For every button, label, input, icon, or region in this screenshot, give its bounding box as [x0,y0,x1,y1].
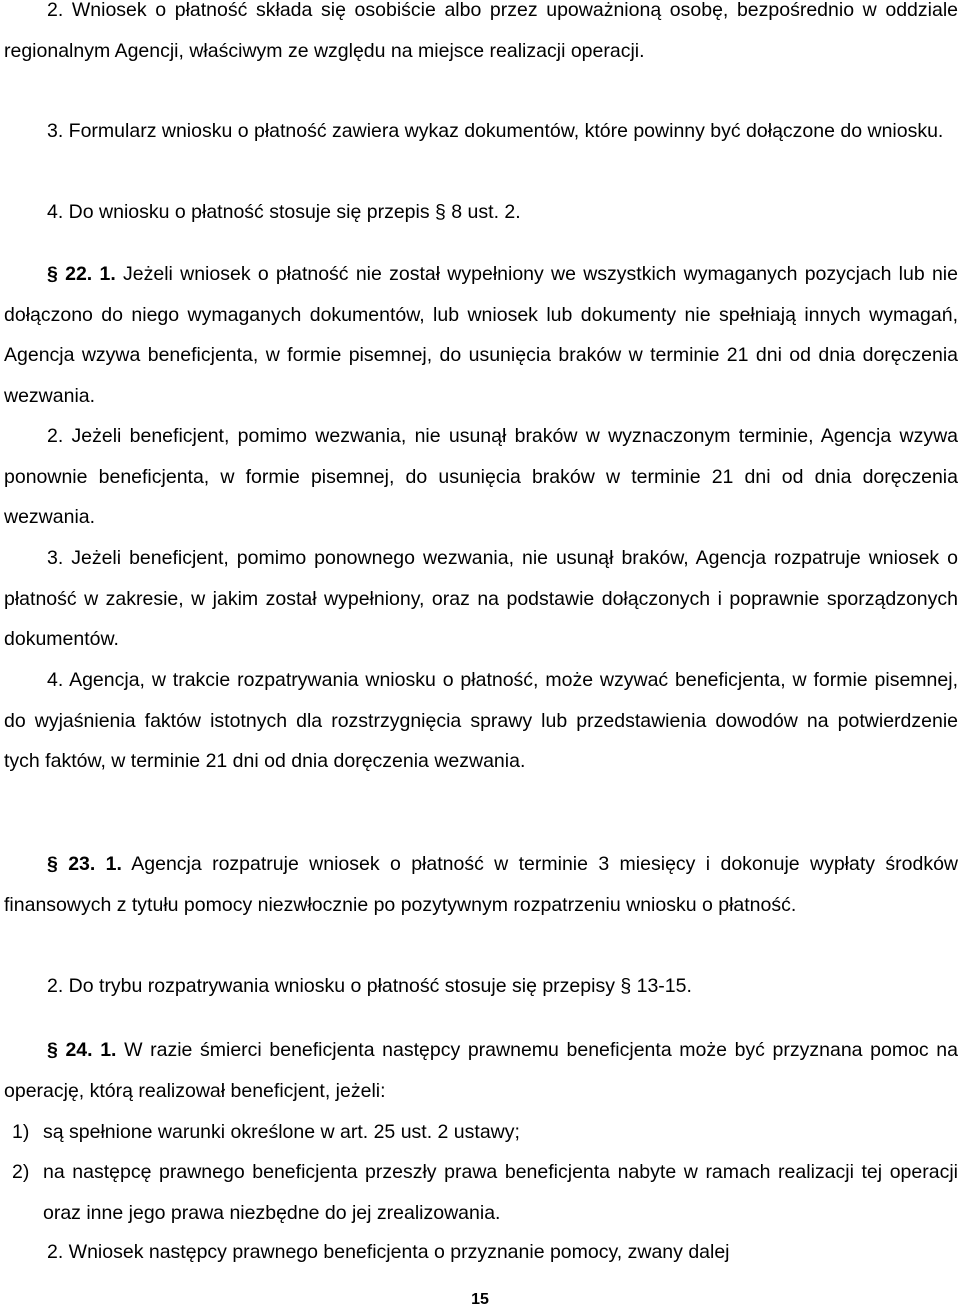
section-24-heading: § 24. 1. [47,1039,117,1061]
list-item-1 [4,1112,958,1153]
list-text-1: są spełnione warunki określone w art. 25 ust. 2 ustawy; [43,1121,520,1143]
paragraph-3-form: 3. Formularz wniosku o płatność zawiera wykaz dokumentów, które powinny być dołączone do wniosku. [47,120,944,142]
section-24-paragraph-1 [4,1030,958,1111]
section-23-paragraph-1 [4,844,958,925]
section-22-paragraph-2: 2. Jeżeli beneficjent, pomimo wezwania, nie usunął braków w wyznaczonym terminie, Agencja wzywa ponownie beneficjenta, w formie pisemnej, do usunięcia braków w terminie 21 dni od dnia doręczenia wezwania. [4,425,958,528]
page-number: 15 [471,1291,489,1308]
section-22-paragraph-1 [4,254,958,416]
section-24-p1-text: W razie śmierci beneficjenta następcy prawnemu beneficjenta może być przyznana pomoc na operację, którą realizował beneficjent, jeżeli: [4,1039,958,1102]
section-23-heading: § 23. 1. [47,853,122,875]
paragraph-2-submission: 2. Wniosek o płatność składa się osobiście albo przez upoważnioną osobę, bezpośrednio w oddziale regionalnym Agencji, właściwym ze względu na miejsce realizacji operacji. [4,0,958,62]
section-23-p1-text: Agencja rozpatruje wniosek o płatność w terminie 3 miesięcy i dokonuje wypłaty środków finansowych z tytułu pomocy niezwłocznie po pozytywnym rozpatrzeniu wniosku o płatność. [4,853,958,916]
list-text-2: na następcę prawnego beneficjenta przeszły prawa beneficjenta nabyte w ramach realizacji tej operacji oraz inne jego prawa niezbędne do jej zrealizowania. [43,1161,958,1224]
section-22-paragraph-3: 3. Jeżeli beneficjent, pomimo ponownego wezwania, nie usunął braków, Agencja rozpatruje wniosek o płatność w zakresie, w jakim został wypełniony, oraz na podstawie dołączonych i poprawnie sporządzonych dokumentów. [4,547,958,650]
list-item-2 [4,1152,958,1233]
section-22-p1-text: Jeżeli wniosek o płatność nie został wypełniony we wszystkich wymaganych pozycjach lub nie dołączono do niego wymaganych dokumentów, lub wniosek lub dokumenty nie spełniają innych wymagań, Agencja wzywa beneficjenta, w formie pisemnej, do usunięcia braków w terminie 21 dni od dnia doręczenia wezwania. [4,263,958,407]
list-marker-2: 2) [12,1161,30,1183]
section-24-paragraph-2: 2. Wniosek następcy prawnego beneficjenta o przyznanie pomocy, zwany dalej [47,1241,730,1263]
paragraph-4-rule: 4. Do wniosku o płatność stosuje się przepis § 8 ust. 2. [47,201,521,223]
section-23-paragraph-2: 2. Do trybu rozpatrywania wniosku o płatność stosuje się przepisy § 13-15. [47,975,692,997]
section-22-heading: § 22. 1. [47,263,116,285]
list-marker-1: 1) [12,1121,30,1143]
section-22-paragraph-4: 4. Agencja, w trakcie rozpatrywania wniosku o płatność, może wzywać beneficjenta, w formie pisemnej, do wyjaśnienia faktów istotnych dla rozstrzygnięcia sprawy lub przedstawienia dowodów na potwierdzenie tych faktów, w terminie 21 dni od dnia doręczenia wezwania. [4,669,958,772]
